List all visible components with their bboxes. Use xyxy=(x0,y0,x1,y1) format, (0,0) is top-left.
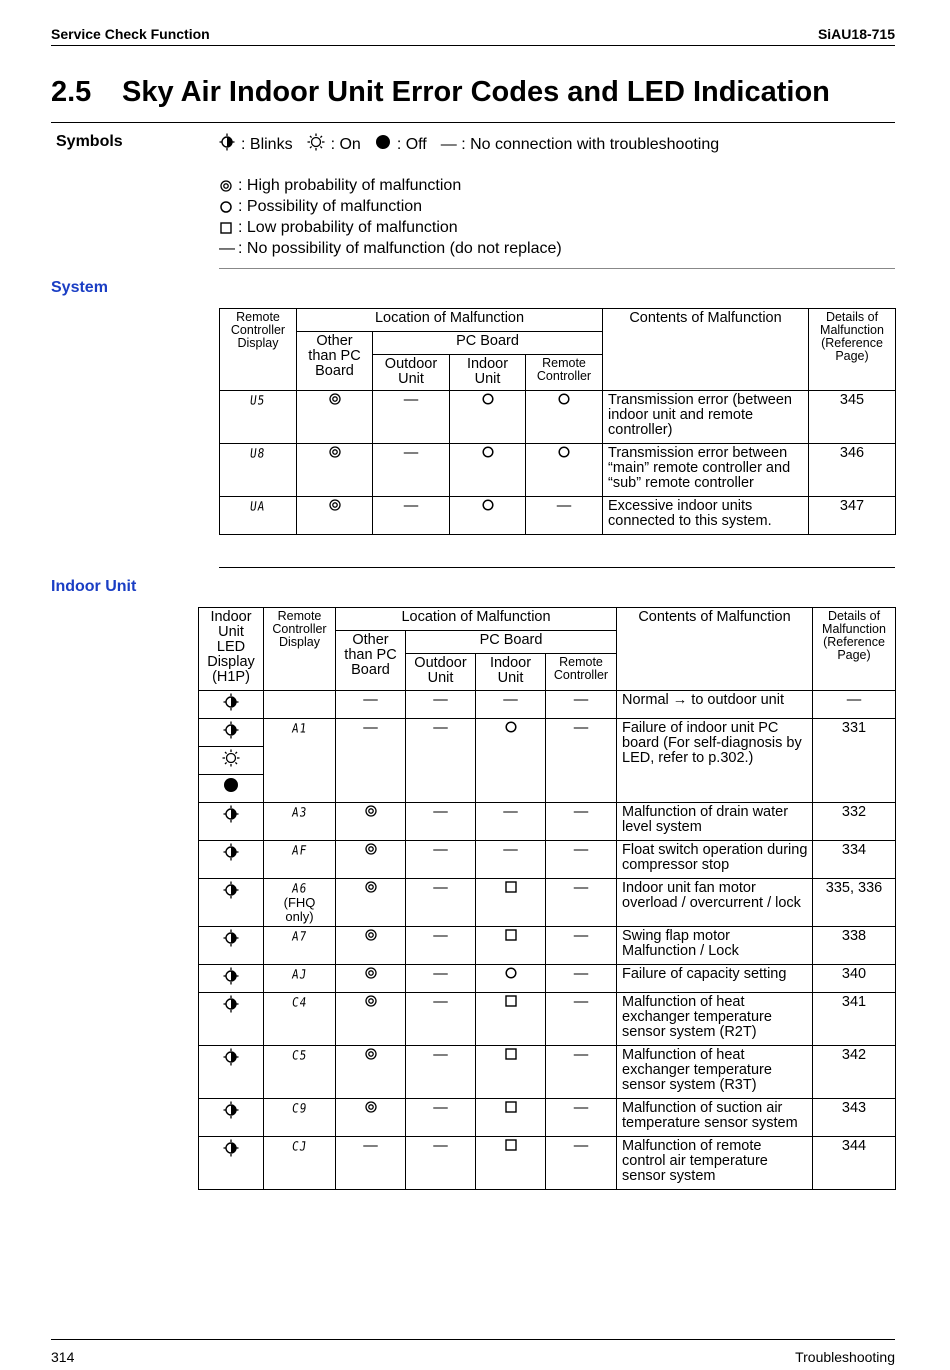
page-cell: 346 xyxy=(809,444,896,497)
indoor-cell xyxy=(450,497,526,535)
other-cell xyxy=(336,1137,406,1190)
remote-cell xyxy=(546,803,617,841)
error-code: AF xyxy=(290,843,309,858)
blink-icon xyxy=(223,995,239,1017)
blink-icon xyxy=(223,1139,239,1161)
double-circle-icon xyxy=(365,1101,377,1117)
page-number: 314 xyxy=(51,1349,75,1365)
remote-display-cell xyxy=(264,691,336,719)
led-cell xyxy=(199,1099,264,1137)
contents-cell: Malfunction of drain water level system xyxy=(617,803,813,841)
section-title: Sky Air Indoor Unit Error Codes and LED Indication xyxy=(122,76,830,108)
remote-cell xyxy=(546,1137,617,1190)
outdoor-cell xyxy=(406,719,476,803)
off-icon xyxy=(375,134,391,155)
error-code: C4 xyxy=(290,995,309,1010)
double-circle-icon xyxy=(219,180,233,192)
remote-display-cell xyxy=(264,841,336,879)
indoor-cell xyxy=(476,719,546,803)
system-error-table xyxy=(219,308,896,535)
table-row xyxy=(199,1137,896,1190)
col-remote-ctrl: Remote Controller xyxy=(546,654,617,691)
legend-item xyxy=(219,217,562,238)
remote-cell xyxy=(546,927,617,965)
error-code: C9 xyxy=(290,1101,309,1116)
dash-mark: — xyxy=(573,994,589,1010)
remote-display-cell xyxy=(264,965,336,993)
other-cell xyxy=(336,803,406,841)
blinks-text: : Blinks xyxy=(241,135,293,153)
dash-mark: — xyxy=(573,1138,589,1154)
outdoor-cell xyxy=(373,444,450,497)
table-row xyxy=(199,965,896,993)
page-cell: 331 xyxy=(813,719,896,803)
double-circle-icon xyxy=(329,446,341,462)
table-row xyxy=(199,927,896,965)
dash-mark: — xyxy=(573,804,589,820)
contents-cell: Normal → to outdoor unit xyxy=(617,691,813,719)
blink-icon xyxy=(223,721,239,743)
remote-cell xyxy=(546,1046,617,1099)
system-section-title: System xyxy=(51,279,108,296)
square-icon xyxy=(219,222,233,234)
remote-display-cell xyxy=(220,391,297,444)
contents-cell: Malfunction of suction air temperature sensor system xyxy=(617,1099,813,1137)
dash-mark: — xyxy=(573,928,589,944)
page-cell: 340 xyxy=(813,965,896,993)
outdoor-cell xyxy=(406,841,476,879)
dash-mark: — xyxy=(433,720,448,736)
led-cell xyxy=(199,927,264,965)
led-cell xyxy=(199,993,264,1046)
page-cell: 343 xyxy=(813,1099,896,1137)
table-row xyxy=(199,803,896,841)
double-circle-icon xyxy=(365,995,377,1011)
off-icon xyxy=(223,777,239,797)
contents-cell: Malfunction of remote control air temperature sensor system xyxy=(617,1137,813,1190)
footer-chapter: Troubleshooting xyxy=(795,1349,895,1365)
table-row xyxy=(199,879,896,927)
square-icon xyxy=(505,1139,517,1155)
circle-icon xyxy=(482,499,494,515)
remote-display-cell xyxy=(264,1099,336,1137)
double-circle-icon xyxy=(365,805,377,821)
dash-mark: — xyxy=(363,720,378,736)
page-cell: 344 xyxy=(813,1137,896,1190)
dash-mark: — xyxy=(433,1047,448,1063)
dash-mark: — xyxy=(573,720,589,736)
outdoor-cell xyxy=(406,965,476,993)
probability-legend xyxy=(219,175,562,259)
circle-icon xyxy=(482,393,494,409)
remote-cell xyxy=(546,993,617,1046)
square-icon xyxy=(505,881,517,897)
remote-cell xyxy=(526,444,603,497)
col-outdoor: Outdoor Unit xyxy=(406,654,476,691)
page-cell: 347 xyxy=(809,497,896,535)
legend-item xyxy=(219,175,562,196)
legend-text: : No possibility of malfunction (do not replace) xyxy=(238,240,562,257)
blink-icon xyxy=(223,805,239,827)
contents-cell: Transmission error (between indoor unit and remote controller) xyxy=(603,391,809,444)
remote-cell xyxy=(526,391,603,444)
blink-icon xyxy=(223,693,239,715)
contents-cell: Transmission error between “main” remote controller and “sub” remote controller xyxy=(603,444,809,497)
led-cell xyxy=(199,879,264,927)
col-location: Location of Malfunction xyxy=(297,309,603,332)
table-row xyxy=(199,1099,896,1137)
dash-mark: — xyxy=(433,880,448,896)
circle-icon xyxy=(558,446,570,462)
error-code: A1 xyxy=(290,721,309,736)
contents-cell: Indoor unit fan motor overload / overcurrent / lock xyxy=(617,879,813,927)
col-remote-display: Remote Controller Display xyxy=(220,309,297,391)
indoor-cell xyxy=(476,927,546,965)
led-cell xyxy=(199,691,264,719)
col-indoor: Indoor Unit xyxy=(476,654,546,691)
remote-display-cell xyxy=(264,993,336,1046)
page-cell: 335, 336 xyxy=(813,879,896,927)
outdoor-cell xyxy=(406,1137,476,1190)
blink-icon xyxy=(223,881,239,903)
square-icon xyxy=(505,1101,517,1117)
col-details: Details of Malfunction (Reference Page) xyxy=(809,309,896,391)
remote-display-cell xyxy=(220,497,297,535)
col-contents: Contents of Malfunction xyxy=(617,608,813,691)
indoor-cell xyxy=(476,691,546,719)
indoor-error-table xyxy=(198,607,896,1190)
other-cell xyxy=(297,497,373,535)
outdoor-cell xyxy=(406,993,476,1046)
circle-icon xyxy=(482,446,494,462)
col-outdoor: Outdoor Unit xyxy=(373,355,450,391)
blink-icon xyxy=(223,1048,239,1070)
indoor-cell xyxy=(476,993,546,1046)
dash-mark: — xyxy=(433,1100,448,1116)
table-row xyxy=(199,993,896,1046)
circle-icon xyxy=(505,967,517,983)
dash-mark: — xyxy=(403,392,419,408)
outdoor-cell xyxy=(373,391,450,444)
indoor-cell xyxy=(476,879,546,927)
dash-mark: — xyxy=(556,498,572,514)
table-row xyxy=(199,691,896,719)
col-pc-board: PC Board xyxy=(406,631,617,654)
dash-mark: — xyxy=(433,1138,448,1154)
col-details: Details of Malfunction (Reference Page) xyxy=(813,608,896,691)
divider xyxy=(219,567,895,568)
error-code: A7 xyxy=(290,929,309,944)
dash-mark: — xyxy=(433,804,448,820)
outdoor-cell xyxy=(406,1099,476,1137)
indoor-cell xyxy=(476,841,546,879)
square-icon xyxy=(505,995,517,1011)
error-code: U8 xyxy=(249,446,267,461)
col-other: Other than PC Board xyxy=(297,332,373,391)
indoor-section-title: Indoor Unit xyxy=(51,578,137,595)
error-code: A6 xyxy=(290,881,309,896)
remote-display-cell xyxy=(264,1137,336,1190)
header-doc-number: SiAU18-715 xyxy=(817,26,895,42)
page-cell: 342 xyxy=(813,1046,896,1099)
double-circle-icon xyxy=(365,967,377,983)
outdoor-cell xyxy=(373,497,450,535)
double-circle-icon xyxy=(365,881,377,897)
error-code: CJ xyxy=(290,1139,309,1154)
legend-text: : High probability of malfunction xyxy=(238,177,462,194)
code-note: (FHQ only) xyxy=(283,895,316,924)
legend-item xyxy=(219,196,562,217)
on-icon xyxy=(307,133,325,156)
remote-cell xyxy=(546,965,617,993)
contents-cell: Malfunction of heat exchanger temperature sensor system (R3T) xyxy=(617,1046,813,1099)
remote-cell xyxy=(546,879,617,927)
double-circle-icon xyxy=(329,499,341,515)
page-cell: 341 xyxy=(813,993,896,1046)
led-cell xyxy=(199,775,264,803)
other-cell xyxy=(336,1046,406,1099)
dash-icon: — xyxy=(219,240,235,257)
table-row xyxy=(220,391,896,444)
indoor-cell xyxy=(450,391,526,444)
page-footer xyxy=(51,1339,895,1365)
col-pc-board: PC Board xyxy=(373,332,603,355)
led-cell xyxy=(199,719,264,747)
dash-mark: — xyxy=(573,966,589,982)
circle-icon xyxy=(219,201,233,213)
other-cell xyxy=(336,691,406,719)
other-cell xyxy=(336,841,406,879)
col-remote-ctrl: Remote Controller xyxy=(526,355,603,391)
contents-cell: Failure of capacity setting xyxy=(617,965,813,993)
indoor-cell xyxy=(476,1046,546,1099)
other-cell xyxy=(297,444,373,497)
double-circle-icon xyxy=(365,929,377,945)
other-cell xyxy=(336,879,406,927)
col-led-display: Indoor Unit LED Display (H1P) xyxy=(199,608,264,691)
on-icon xyxy=(222,749,240,771)
page-cell: 345 xyxy=(809,391,896,444)
blink-icon xyxy=(223,929,239,951)
remote-cell xyxy=(526,497,603,535)
outdoor-cell xyxy=(406,1046,476,1099)
col-remote-display: Remote Controller Display xyxy=(264,608,336,691)
no-connection-text: — : No connection with troubleshooting xyxy=(440,135,720,153)
dash-mark: — xyxy=(573,842,589,858)
contents-cell: Malfunction of heat exchanger temperature sensor system (R2T) xyxy=(617,993,813,1046)
dash-mark: — xyxy=(503,842,518,858)
dash-mark: — xyxy=(433,966,448,982)
remote-display-cell xyxy=(264,879,336,927)
table-row xyxy=(220,497,896,535)
dash-mark: — xyxy=(363,692,378,708)
error-code: C5 xyxy=(290,1048,309,1063)
indoor-cell xyxy=(476,803,546,841)
dash-mark: — xyxy=(433,692,448,708)
led-cell xyxy=(199,747,264,775)
divider xyxy=(219,268,895,269)
page-cell: 332 xyxy=(813,803,896,841)
square-icon xyxy=(505,929,517,945)
outdoor-cell xyxy=(406,879,476,927)
square-icon xyxy=(505,1048,517,1064)
other-cell xyxy=(336,965,406,993)
error-code: AJ xyxy=(290,967,309,982)
outdoor-cell xyxy=(406,691,476,719)
dash-mark: — xyxy=(573,1100,589,1116)
page-cell: 334 xyxy=(813,841,896,879)
page-cell: — xyxy=(813,691,896,719)
page-title xyxy=(51,74,895,123)
symbols-label: Symbols xyxy=(56,133,123,150)
led-cell xyxy=(199,965,264,993)
col-other: Other than PC Board xyxy=(336,631,406,691)
other-cell xyxy=(336,1099,406,1137)
legend-item xyxy=(219,238,562,259)
dash-mark: — xyxy=(363,1138,378,1154)
indoor-cell xyxy=(476,1137,546,1190)
legend-text: : Possibility of malfunction xyxy=(238,198,423,215)
led-cell xyxy=(199,841,264,879)
table-row xyxy=(199,719,896,747)
error-code: A3 xyxy=(290,805,309,820)
dash-mark: — xyxy=(573,692,589,708)
remote-display-cell xyxy=(220,444,297,497)
table-row xyxy=(199,841,896,879)
dash-mark: — xyxy=(403,445,419,461)
remote-display-cell xyxy=(264,1046,336,1099)
contents-cell: Float switch operation during compressor stop xyxy=(617,841,813,879)
remote-display-cell xyxy=(264,927,336,965)
outdoor-cell xyxy=(406,803,476,841)
double-circle-icon xyxy=(329,393,341,409)
table-row xyxy=(199,1046,896,1099)
led-symbols-line xyxy=(219,133,719,156)
contents-cell: Swing flap motor Malfunction / Lock xyxy=(617,927,813,965)
blink-icon xyxy=(223,967,239,989)
indoor-cell xyxy=(476,1099,546,1137)
remote-display-cell xyxy=(264,719,336,803)
page-header xyxy=(51,24,895,46)
section-number: 2.5 xyxy=(51,76,92,108)
led-cell xyxy=(199,1046,264,1099)
page-cell: 338 xyxy=(813,927,896,965)
remote-display-cell xyxy=(264,803,336,841)
dash-mark: — xyxy=(433,994,448,1010)
error-code: U5 xyxy=(249,393,267,408)
other-cell xyxy=(336,993,406,1046)
remote-cell xyxy=(546,719,617,803)
blink-icon xyxy=(219,133,235,156)
dash-mark: — xyxy=(403,498,419,514)
other-cell xyxy=(297,391,373,444)
dash-mark: — xyxy=(433,842,448,858)
led-cell xyxy=(199,1137,264,1190)
remote-cell xyxy=(546,691,617,719)
indoor-cell xyxy=(476,965,546,993)
double-circle-icon xyxy=(365,843,377,859)
remote-cell xyxy=(546,841,617,879)
dash-mark: — xyxy=(503,804,518,820)
dash-mark: — xyxy=(433,928,448,944)
circle-icon xyxy=(558,393,570,409)
other-cell xyxy=(336,927,406,965)
led-cell xyxy=(199,803,264,841)
blink-icon xyxy=(223,1101,239,1123)
col-indoor: Indoor Unit xyxy=(450,355,526,391)
dash-mark: — xyxy=(573,880,589,896)
legend-text: : Low probability of malfunction xyxy=(238,219,458,236)
table-row xyxy=(220,444,896,497)
col-location: Location of Malfunction xyxy=(336,608,617,631)
contents-cell: Failure of indoor unit PC board (For self-diagnosis by LED, refer to p.302.) xyxy=(617,719,813,803)
on-text: : On xyxy=(330,135,361,153)
dash-mark: — xyxy=(503,692,518,708)
off-text: : Off xyxy=(396,135,427,153)
blink-icon xyxy=(223,843,239,865)
circle-icon xyxy=(505,721,517,737)
double-circle-icon xyxy=(365,1048,377,1064)
indoor-cell xyxy=(450,444,526,497)
outdoor-cell xyxy=(406,927,476,965)
header-section-title: Service Check Function xyxy=(51,26,210,42)
remote-cell xyxy=(546,1099,617,1137)
other-cell xyxy=(336,719,406,803)
dash-mark: — xyxy=(573,1047,589,1063)
error-code: UA xyxy=(249,499,267,514)
col-contents: Contents of Malfunction xyxy=(603,309,809,391)
contents-cell: Excessive indoor units connected to this system. xyxy=(603,497,809,535)
